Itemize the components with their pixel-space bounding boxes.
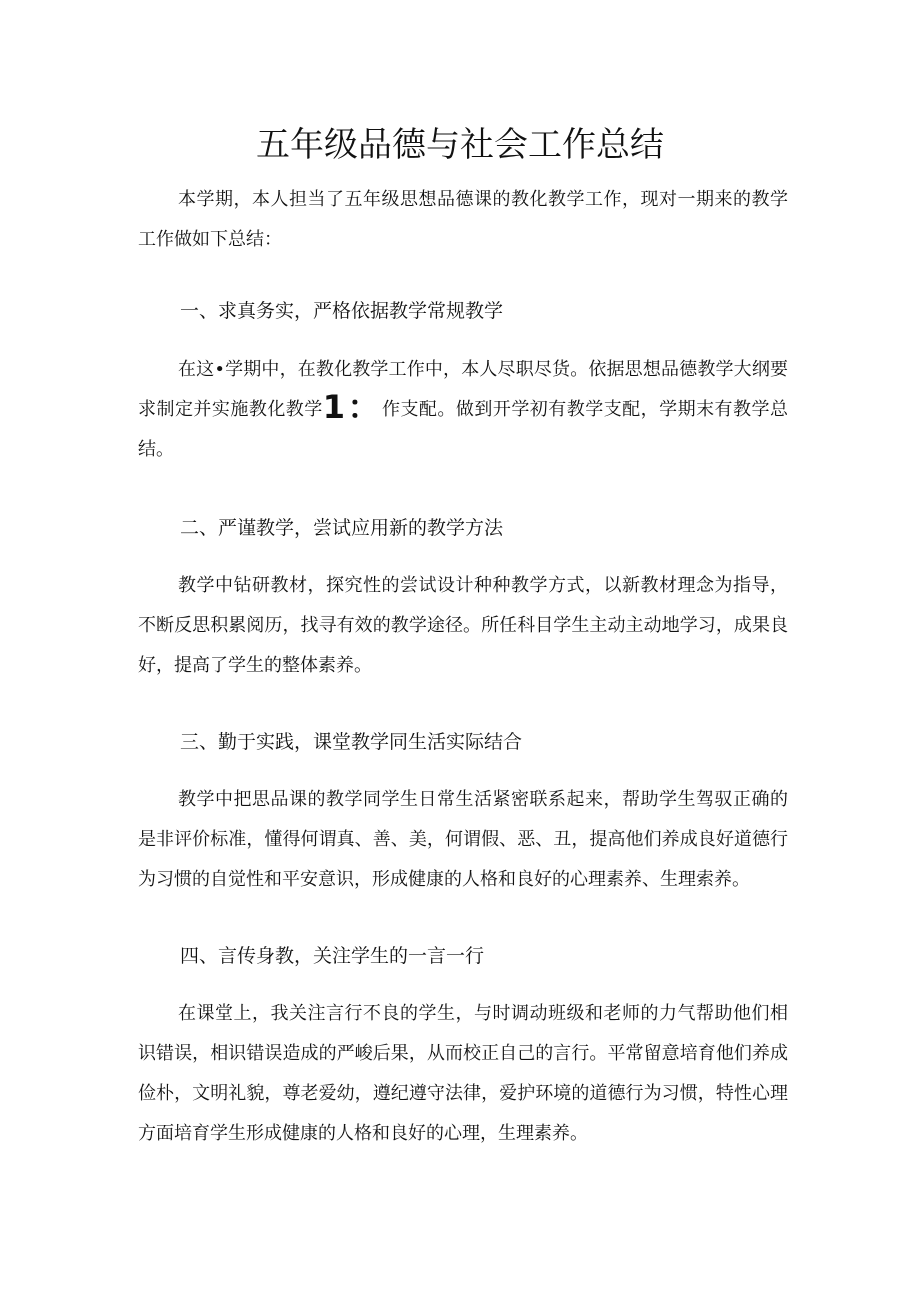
section-4-body: 在课堂上，我关注言行不良的学生，与时调动班级和老师的力气帮助他们相识错误，相识错误造成的严峻后果，从而校正自己的言行。平常留意培育他们养成俭朴，文明礼貌，尊老爱幼，遵纪遵守法律，爱护环境的道德行为习惯，特性心理方面培育学生形成健康的人格和良好的心理，生理素养。: [138, 1003, 788, 1144]
intro-paragraph: 本学期，本人担当了五年级思想品德课的教化教学工作，现对一期来的教学工作做如下总结：: [138, 189, 788, 250]
section-1-body-mark: 1：: [322, 388, 382, 426]
document-title: 五年级品德与社会工作总结: [256, 125, 664, 165]
section-2-body: 教学中钻研教材，探究性的尝试设计种种教学方式，以新教材理念为指导，不断反思积累阅历，找寻有效的教学途径。所任科目学生主动主动地学习，成果良好，提高了学生的整体素养。: [138, 575, 788, 676]
section-1-heading: 一、求真务实，严格依据教学常规教学: [180, 300, 504, 322]
section-3-body: 教学中把思品课的教学同学生日常生活紧密联系起来，帮助学生驾驭正确的是非评价标准，懂得何谓真、善、美，何谓假、恶、丑，提高他们养成良好道德行为习惯的自觉性和平安意识，形成健康的人格和良好的心理素养、生理索养。: [138, 789, 788, 890]
section-1-body: [138, 350, 788, 470]
section-1-body-part-2: 作支配。做到开学初有教学支配，学期末有教学总结。: [138, 399, 788, 460]
section-4-heading: 四、言传身教，关注学生的一言一行: [180, 945, 485, 967]
section-2-heading: 二、严谨教学，尝试应用新的教学方法: [180, 517, 504, 539]
section-1-body-part-1: 在这•学期中，在教化教学工作中，本人尽职尽货。依据思想品德教学大纲要求制定并实施教化教学: [138, 359, 788, 420]
section-3-heading: 三、勤于实践，课堂教学同生活实际结合: [180, 731, 523, 753]
